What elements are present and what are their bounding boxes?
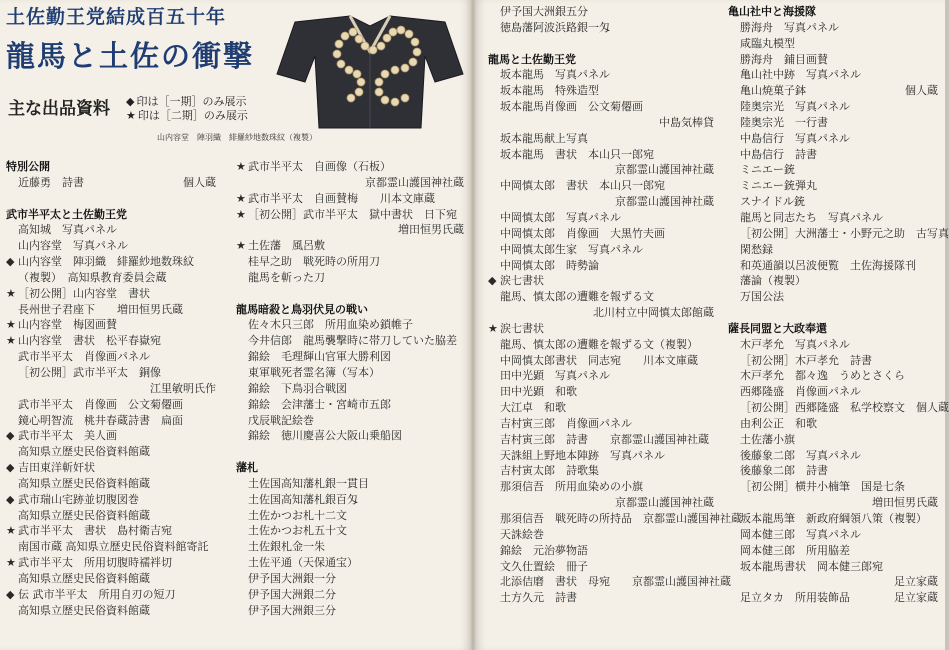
item-text: 和英通韻以呂波便覧 土佐海援隊刊	[740, 258, 916, 272]
list-item	[488, 289, 714, 305]
item-text: 那須信吾 所用血染めの小旗	[500, 480, 643, 494]
exhibit-list-left-1	[6, 159, 216, 618]
item-text: 伊予国大洲銀三分	[248, 603, 336, 617]
item-text: 土佐藩 風呂敷	[248, 239, 325, 253]
header-kicker: 土佐勤王党結成百五十年	[6, 6, 227, 28]
legend-mark: ◆	[126, 95, 135, 108]
item-text: 木戸孝允 都々逸 うめとさくら	[740, 369, 905, 383]
item-text: 山内容堂 写真パネル	[18, 239, 128, 253]
list-item	[728, 131, 938, 147]
list-item	[6, 428, 216, 444]
section-heading: 亀山社中と海援隊	[728, 5, 816, 18]
item-text: 大江卓 和歌	[500, 401, 566, 415]
item-text: 中岡慎太郎書状 同志宛 川本文庫蔵	[500, 353, 698, 367]
list-spacer	[236, 286, 464, 302]
section-heading: 龍馬と土佐勤王党	[488, 52, 576, 66]
item-text: 中岡慎太郎 肖像画 大黒竹夫画	[500, 226, 665, 240]
item-text: 田中光顕 和歌	[500, 385, 577, 399]
list-item	[488, 273, 714, 289]
list-item	[6, 523, 216, 539]
owner-line: 京都霊山護国神社蔵	[615, 163, 714, 177]
diamond-mark-icon: ◆	[6, 429, 15, 443]
item-text: 吉田東洋斬奸状	[18, 461, 95, 475]
item-text: 武市半平太 書状 島村衛吉宛	[18, 524, 172, 538]
item-text: 陸奥宗光 写真パネル	[740, 100, 850, 114]
item-text: 山内容堂 梅図画賛	[18, 318, 117, 332]
list-item	[6, 175, 216, 191]
owner-line: 北川村立中岡慎太郎館蔵	[593, 306, 714, 320]
item-text: 那須信吾 戦死時の所持品 京都霊山護国神社蔵	[500, 512, 742, 525]
item-text: 土佐平通（天保通宝）	[248, 556, 358, 570]
star-mark-icon: ★	[236, 207, 246, 221]
owner-line: 中島気棒貸	[659, 115, 714, 129]
list-item	[488, 210, 714, 226]
list-item	[6, 476, 216, 492]
list-item	[488, 559, 714, 575]
list-item	[6, 333, 216, 349]
item-text: 徳島藩阿波浜路銀一匁	[500, 20, 610, 34]
list-item	[728, 479, 938, 495]
item-text: 伝 武市半平太 所用自刃の短刀	[18, 587, 176, 601]
item-text: 武市半平太 自画賛梅 川本文庫蔵	[248, 191, 435, 205]
item-text: 高知城 写真パネル	[18, 223, 117, 237]
item-text: 坂本龍馬 特殊造型	[500, 84, 599, 98]
list-item	[728, 36, 938, 52]
diamond-mark-icon: ◆	[6, 587, 15, 601]
exhibit-list-right-2	[728, 4, 949, 606]
item-text: 土佐かつお札五十文	[248, 524, 347, 538]
diamond-mark-icon: ◆	[6, 461, 15, 475]
item-text: 戊辰戦記絵巻	[248, 413, 314, 427]
list-item	[236, 523, 464, 539]
list-item	[236, 555, 464, 571]
list-item	[728, 543, 938, 559]
item-text: 閑愁録	[740, 242, 773, 256]
star-mark-icon: ★	[236, 239, 246, 253]
list-item	[488, 20, 714, 36]
list-item	[6, 286, 216, 302]
list-item	[488, 99, 714, 115]
item-text: （複製） 高知県教育委員会蔵	[18, 270, 167, 284]
list-item	[728, 590, 938, 606]
item-text: 長州世子君座下 増田恒男氏蔵	[18, 302, 183, 316]
list-item	[488, 416, 714, 432]
list-item	[488, 527, 714, 543]
list-spacer	[236, 444, 464, 460]
list-item	[728, 448, 938, 464]
item-text: 中島信行 詩書	[740, 147, 817, 161]
list-item	[728, 115, 938, 131]
list-item	[728, 368, 938, 384]
list-item	[488, 590, 714, 606]
list-item	[6, 555, 216, 571]
item-text: 龍馬、慎太郎の遭難を報ずる文（複製）	[500, 337, 698, 351]
item-text: 万国公法	[740, 290, 784, 304]
item-text: 今井信郎 龍馬襲撃時に帯刀していた脇差	[248, 334, 457, 348]
star-mark-icon: ★	[6, 286, 16, 300]
item-text: 坂本龍馬書状 岡本健三郎宛	[740, 559, 883, 573]
list-item	[728, 242, 938, 258]
item-text: ［初公開］西郷隆盛 私学校察文 個人蔵	[740, 401, 949, 415]
item-text: 亀山社中跡 写真パネル	[740, 68, 861, 82]
list-item	[728, 162, 938, 178]
item-text: 吉村寅三郎 詩書 京都霊山護国神社蔵	[500, 432, 709, 446]
star-mark-icon: ★	[6, 334, 16, 348]
list-item	[488, 463, 714, 479]
item-text: 勝海舟 鋪目画賛	[740, 52, 828, 66]
page-title: 龍馬と土佐の衝撃	[6, 39, 255, 73]
list-item	[728, 384, 938, 400]
item-text: 錦絵 会津藩士・宮崎市五郎	[248, 397, 391, 411]
item-text: 武市半平太 美人画	[18, 429, 117, 443]
item-text: 坂本龍馬肖像画 公文菊僊画	[500, 100, 643, 114]
section-heading: 藩札	[236, 461, 258, 475]
item-text: 後藤象二郎 詩書	[740, 464, 828, 478]
item-text: 天誅絵巻	[500, 527, 544, 541]
diamond-mark-icon: ◆	[6, 492, 15, 506]
item-text: 土佐かつお札十二文	[248, 508, 347, 522]
item-text: 吉村寅三郎 肖像画パネル	[500, 416, 632, 430]
star-mark-icon: ★	[6, 318, 16, 332]
list-item	[236, 508, 464, 524]
item-text: 西郷隆盛 肖像画パネル	[740, 385, 861, 399]
item-text: ［初公開］大洲藩士・小野元之助 古写真	[740, 226, 949, 240]
list-item	[728, 20, 938, 36]
exhibit-list-left-2	[236, 159, 464, 618]
list-item	[728, 258, 938, 274]
item-text: ［初公開］横井小楠筆 国是七条	[740, 480, 905, 494]
item-text: 鏡心明智流 桃井春蔵詩書 扁面	[18, 413, 183, 427]
list-spacer	[6, 191, 216, 207]
item-text: 高知県立歴史民俗資料館蔵	[18, 508, 150, 522]
list-item	[6, 571, 216, 587]
list-item	[488, 400, 714, 416]
item-text: 中島信行 写真パネル	[740, 131, 850, 145]
list-item	[236, 191, 464, 207]
item-text: 龍馬を斬った刀	[248, 270, 325, 284]
list-item	[488, 574, 731, 590]
item-text: 東軍戦死者霊名簿（写本）	[248, 365, 380, 379]
list-item	[6, 587, 216, 603]
item-text: ［初公開］木戸孝允 詩書	[740, 353, 872, 367]
item-text: 南国市蔵 高知県立歴史民俗資料館寄託	[18, 540, 209, 554]
list-item	[236, 238, 464, 254]
item-text: 吉村寅太郎 詩歌集	[500, 464, 599, 478]
item-text: 田中光顕 写真パネル	[500, 369, 610, 383]
list-item	[236, 587, 464, 603]
list-item	[488, 479, 714, 495]
item-text: 由利公正 和歌	[740, 416, 817, 430]
item-text: 武市半平太 肖像画パネル	[18, 350, 150, 364]
owner-line: 京都霊山護国神社蔵	[615, 496, 714, 510]
item-text: 錦絵 毛理輝山官軍大勝利図	[248, 350, 391, 364]
item-text: ［初公開］武市半平太 銅像	[18, 365, 161, 379]
list-item	[728, 527, 938, 543]
item-text: スナイドル銃	[740, 195, 806, 209]
list-item	[488, 242, 714, 258]
legend-text: 印は［二期］のみ展示	[137, 109, 248, 122]
list-item	[6, 397, 216, 413]
list-item	[728, 178, 938, 194]
list-item	[236, 428, 464, 444]
legend-text: 印は［一期］のみ展示	[136, 95, 247, 108]
list-item	[728, 210, 938, 226]
star-mark-icon: ★	[488, 321, 498, 335]
list-item	[236, 270, 464, 286]
right-page	[476, 0, 949, 650]
owner-line: 江里敏明氏作	[150, 381, 216, 395]
list-item	[236, 207, 464, 223]
item-text: 土方久元 詩書	[500, 591, 577, 605]
item-text: 後藤象二郎 写真パネル	[740, 448, 861, 462]
star-mark-icon: ★	[236, 160, 246, 173]
item-text: 咸臨丸模型	[740, 36, 795, 50]
list-item	[488, 178, 714, 194]
item-text: ミニエー銃弾丸	[740, 179, 817, 193]
star-mark-icon: ★	[6, 524, 16, 538]
list-item	[728, 337, 938, 353]
list-item	[236, 254, 464, 270]
list-item	[728, 353, 938, 369]
item-text: 足立タカ 所用装飾品	[740, 591, 850, 605]
list-item	[236, 476, 464, 492]
list-item	[6, 539, 216, 555]
diamond-mark-icon: ◆	[6, 255, 15, 269]
list-item	[728, 67, 938, 83]
item-text: 武市半平太 所用切腹時襦袢切	[18, 556, 172, 570]
list-item	[488, 321, 714, 337]
list-item	[6, 317, 216, 333]
item-text: 伊予国大洲銀二分	[248, 587, 336, 601]
item-text: 涙七書状	[500, 321, 544, 335]
list-item	[488, 4, 714, 20]
item-text: 山内容堂 陣羽織 緋羅紗地数珠紋	[18, 255, 194, 269]
item-text: 藩論（複製）	[740, 274, 806, 288]
list-item	[488, 353, 714, 369]
list-item	[488, 511, 742, 527]
list-item	[6, 365, 216, 381]
list-item	[728, 147, 938, 163]
list-item	[488, 83, 714, 99]
image-caption: 山内容堂 陣羽織 緋羅紗地数珠紋（複製）	[157, 133, 317, 142]
list-item	[728, 559, 938, 575]
item-text: 山内容堂 書状 松平春嶽宛	[18, 334, 161, 348]
item-text: 北添佶磨 書状 母宛 京都霊山護国神社蔵	[500, 575, 731, 589]
list-spacer	[728, 305, 938, 321]
list-item	[236, 349, 464, 365]
list-item	[488, 448, 714, 464]
item-text: 坂本龍馬 書状 本山只一郎宛	[500, 147, 654, 161]
item-text: 土佐藩小旗	[740, 432, 795, 446]
item-text: 中岡慎太郎生家 写真パネル	[500, 242, 643, 256]
item-text: 錦絵 元治夢物語	[500, 543, 588, 557]
list-item	[728, 52, 938, 68]
list-item	[6, 492, 216, 508]
item-text: 武市半平太 肖像画 公文菊僊画	[18, 397, 183, 411]
exhibit-list-right-1	[488, 4, 742, 606]
star-mark-icon: ★	[236, 191, 246, 205]
owner-line: 増田恒男氏蔵	[398, 223, 464, 237]
item-text: 錦絵 下鳥羽合戦図	[248, 381, 347, 395]
item-text: 土佐銀札金一朱	[248, 540, 325, 554]
list-item	[728, 511, 938, 527]
list-item	[488, 67, 714, 83]
item-text: 錦絵 徳川慶喜公大阪山乗船図	[248, 429, 402, 443]
section-heading: 特別公開	[6, 160, 50, 173]
item-text: 武市瑞山宅跡並切腹図巻	[18, 492, 139, 506]
list-item	[488, 432, 714, 448]
item-text: 高知県立歴史民俗資料館蔵	[18, 445, 150, 459]
list-item	[488, 147, 714, 163]
list-spacer	[488, 36, 714, 52]
list-item	[6, 413, 216, 429]
item-text: 中岡慎太郎 書状 本山只一郎宛	[500, 179, 665, 193]
list-item	[728, 83, 938, 99]
list-item	[6, 254, 216, 270]
item-text: 陸奥宗光 一行書	[740, 115, 828, 129]
list-item	[728, 99, 938, 115]
item-text: 土佐国高知藩札銀百匁	[248, 492, 358, 506]
item-text: 伊予国大洲銀一分	[248, 571, 336, 585]
item-text: 高知県立歴史民俗資料館蔵	[18, 571, 150, 585]
item-text: 近藤勇 詩書	[18, 175, 84, 189]
jinbaori-garment-image	[275, 12, 465, 130]
section-heading: 薩長同盟と大政奉還	[728, 321, 827, 335]
list-item	[236, 397, 464, 413]
list-item	[236, 571, 464, 587]
section-heading: 武市半平太と土佐勤王党	[6, 207, 127, 221]
item-text: 武市半平太 自画像（石板）	[248, 160, 391, 173]
list-item	[488, 258, 714, 274]
list-item	[236, 159, 464, 175]
list-item	[236, 381, 464, 397]
list-item	[728, 273, 938, 289]
legend-mark: ★	[126, 109, 136, 122]
item-text: 岡本健三郎 写真パネル	[740, 527, 861, 541]
list-item	[488, 384, 714, 400]
item-text: ミニエー銃	[740, 163, 795, 177]
list-item	[488, 368, 714, 384]
page-subtitle: 主な出品資料	[8, 99, 110, 119]
list-item	[6, 222, 216, 238]
list-item	[488, 131, 714, 147]
list-item	[236, 539, 464, 555]
list-item	[6, 349, 216, 365]
list-item	[728, 289, 938, 305]
list-item	[6, 270, 216, 286]
list-item	[236, 603, 464, 619]
list-item	[728, 400, 949, 416]
diamond-mark-icon: ◆	[488, 274, 497, 288]
item-text: 涙七書状	[500, 274, 544, 288]
item-text: 亀山焼菓子鉢	[740, 84, 806, 98]
owner-line: 京都霊山護国神社蔵	[365, 175, 464, 189]
list-item	[6, 460, 216, 476]
list-item	[488, 337, 714, 353]
list-item	[6, 603, 216, 619]
item-text: 文久仕置絵 冊子	[500, 559, 588, 573]
item-text: 岡本健三郎 所用脇差	[740, 543, 850, 557]
item-text: 土佐国高知藩札銀一貫目	[248, 476, 369, 490]
item-owner: 個人蔵	[905, 84, 938, 98]
item-text: 佐々木只三郎 所用血染め鎖帷子	[248, 318, 413, 332]
list-item	[728, 194, 938, 210]
item-text: 龍馬と同志たち 写真パネル	[740, 210, 883, 224]
item-text: 木戸孝允 写真パネル	[740, 337, 850, 351]
item-text: 龍馬、慎太郎の遭難を報ずる文	[500, 290, 654, 304]
left-page	[0, 0, 470, 650]
list-item	[488, 543, 714, 559]
item-text: 天誅組上野地本陣跡 写真パネル	[500, 448, 665, 462]
list-item	[236, 492, 464, 508]
owner-line: 京都霊山護国神社蔵	[615, 195, 714, 209]
legend-period-2	[126, 107, 248, 123]
item-text: 高知県立歴史民俗資料館蔵	[18, 603, 150, 617]
item-text: 勝海舟 写真パネル	[740, 20, 839, 34]
item-owner: 個人蔵	[183, 175, 216, 189]
item-text: ［初公開］武市半平太 獄中書状 日下宛	[248, 207, 457, 221]
item-text: ［初公開］山内容堂 書状	[18, 286, 150, 300]
list-item	[236, 333, 464, 349]
owner-line: 足立家蔵	[894, 575, 938, 589]
section-heading: 龍馬暗殺と鳥羽伏見の戦い	[236, 302, 368, 316]
list-item	[728, 226, 949, 242]
item-owner: 足立家蔵	[894, 591, 938, 605]
item-text: 桂早之助 戦死時の所用刀	[248, 255, 380, 269]
list-item	[488, 226, 714, 242]
list-item	[728, 463, 938, 479]
item-text: 坂本龍馬献上写真	[500, 131, 588, 145]
item-text: 坂本龍馬筆 新政府綱領八策（複製）	[740, 512, 927, 525]
item-text: 伊予国大洲銀五分	[500, 5, 588, 18]
item-text: 中岡慎太郎 写真パネル	[500, 210, 621, 224]
list-item	[236, 413, 464, 429]
list-item	[6, 238, 216, 254]
list-item	[236, 317, 464, 333]
list-item	[6, 508, 216, 524]
item-text: 中岡慎太郎 時勢論	[500, 258, 599, 272]
list-item	[236, 365, 464, 381]
item-text: 坂本龍馬 写真パネル	[500, 68, 610, 82]
list-item	[6, 302, 216, 318]
list-item	[6, 444, 216, 460]
list-item	[728, 416, 938, 432]
list-item	[728, 432, 938, 448]
star-mark-icon: ★	[6, 556, 16, 570]
item-text: 高知県立歴史民俗資料館蔵	[18, 476, 150, 490]
owner-line: 増田恒男氏蔵	[872, 496, 938, 510]
